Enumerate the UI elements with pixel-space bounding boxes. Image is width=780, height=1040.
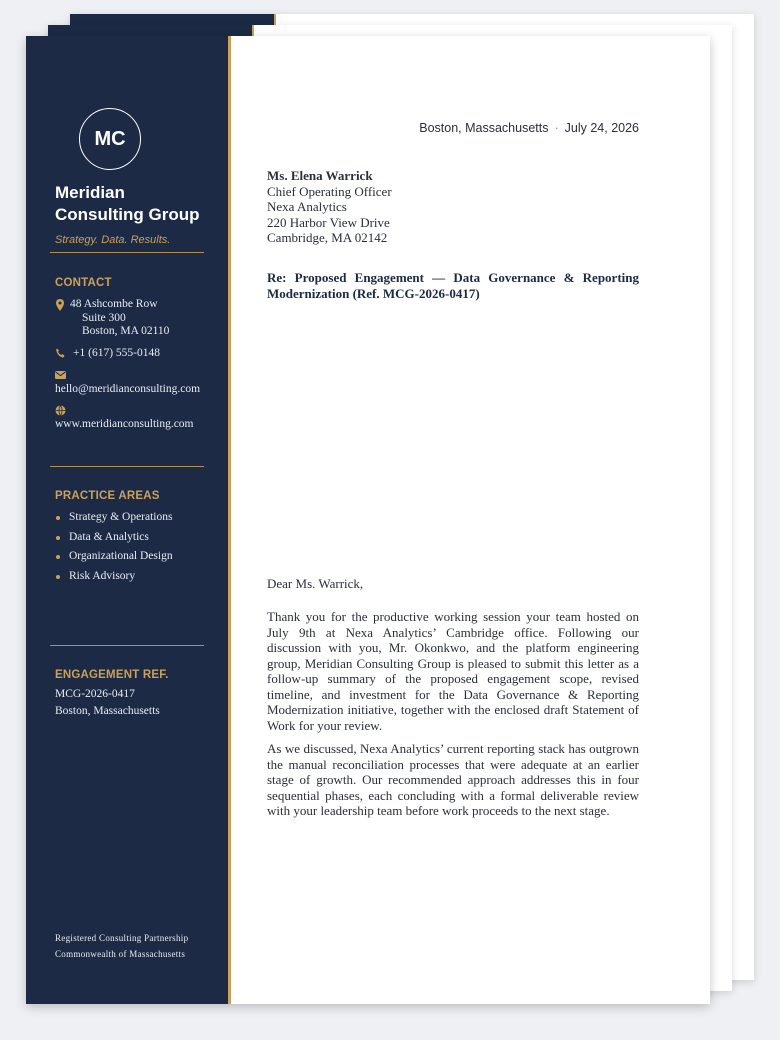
address-line-1: 48 Ashcombe Row xyxy=(70,298,158,310)
list-item: Data & Analytics xyxy=(55,528,173,548)
recipient-block xyxy=(267,168,392,246)
contact-heading: CONTACT xyxy=(55,277,112,289)
practice-areas-list xyxy=(55,508,173,586)
registration-line-2: Commonwealth of Massachusetts xyxy=(55,949,186,959)
firm-name: Meridian Consulting Group xyxy=(55,183,200,224)
body-paragraph: Thank you for the productive working session your team hosted on July 9th at Nexa Analytics’ Cambridge office. Following our discussion with you, Mr. Okonkwo, and the platform engineering group, Meridian Consulting Group is pleased to submit this letter as a follow-up summary of the proposed engagement scope, revised timeline, and investment for the Data Governance & Reporting Modernization initiative, together with the enclosed draft Statement of Work for your review. xyxy=(267,609,639,733)
dateline-separator: · xyxy=(554,121,559,135)
recipient-title: Chief Operating Officer xyxy=(267,183,392,199)
divider xyxy=(50,252,204,253)
recipient-city: Cambridge, MA 02142 xyxy=(267,230,388,246)
phone-icon xyxy=(55,348,65,358)
letter-place: Boston, Massachusetts xyxy=(419,121,549,135)
website-link[interactable]: www.meridianconsulting.com xyxy=(55,418,194,430)
map-pin-icon xyxy=(55,299,65,309)
divider xyxy=(50,645,204,646)
letter-page xyxy=(26,36,710,1004)
email-link[interactable]: hello@meridianconsulting.com xyxy=(55,383,201,395)
recipient-name: Ms. Elena Warrick xyxy=(267,168,373,183)
salutation: Dear Ms. Warrick, xyxy=(267,576,364,591)
engagement-ref-number: MCG-2026-0417 xyxy=(55,688,135,700)
firm-tagline: Strategy. Data. Results. xyxy=(55,234,171,246)
recipient-street: 220 Harbor View Drive xyxy=(267,214,390,230)
dateline xyxy=(419,121,639,135)
address-line-3: Boston, MA 02110 xyxy=(82,325,170,337)
divider xyxy=(50,466,204,467)
list-item: Organizational Design xyxy=(55,547,173,567)
letter-body xyxy=(267,36,639,1004)
letterhead-sidebar xyxy=(26,36,231,1004)
recipient-company: Nexa Analytics xyxy=(267,199,347,215)
subject-line: Re: Proposed Engagement — Data Governance & Reporting Modernization (Ref. MCG-2026-0417) xyxy=(267,270,639,301)
registration-note xyxy=(55,930,188,962)
globe-icon xyxy=(55,405,65,415)
practice-areas-heading: PRACTICE AREAS xyxy=(55,490,160,502)
list-item: Risk Advisory xyxy=(55,567,173,587)
envelope-icon xyxy=(55,371,65,381)
list-item: Strategy & Operations xyxy=(55,508,173,528)
engagement-location: Boston, Massachusetts xyxy=(55,705,160,717)
registration-line-1: Registered Consulting Partnership xyxy=(55,933,189,943)
letter-date: July 24, 2026 xyxy=(564,121,639,135)
monogram-logo: MC xyxy=(79,108,141,170)
body-paragraph: As we discussed, Nexa Analytics’ current reporting stack has outgrown the manual reconciliation processes that were adequate at an earlier stage of growth. Our recommended approach addresses this in four sequential phases, each concluding with a formal deliverable review with your leadership team before work proceeds to the next stage. xyxy=(267,741,639,818)
engagement-ref-heading: ENGAGEMENT REF. xyxy=(55,669,169,681)
phone-number[interactable]: +1 (617) 555-0148 xyxy=(73,347,160,359)
address-line-2: Suite 300 xyxy=(82,312,126,324)
